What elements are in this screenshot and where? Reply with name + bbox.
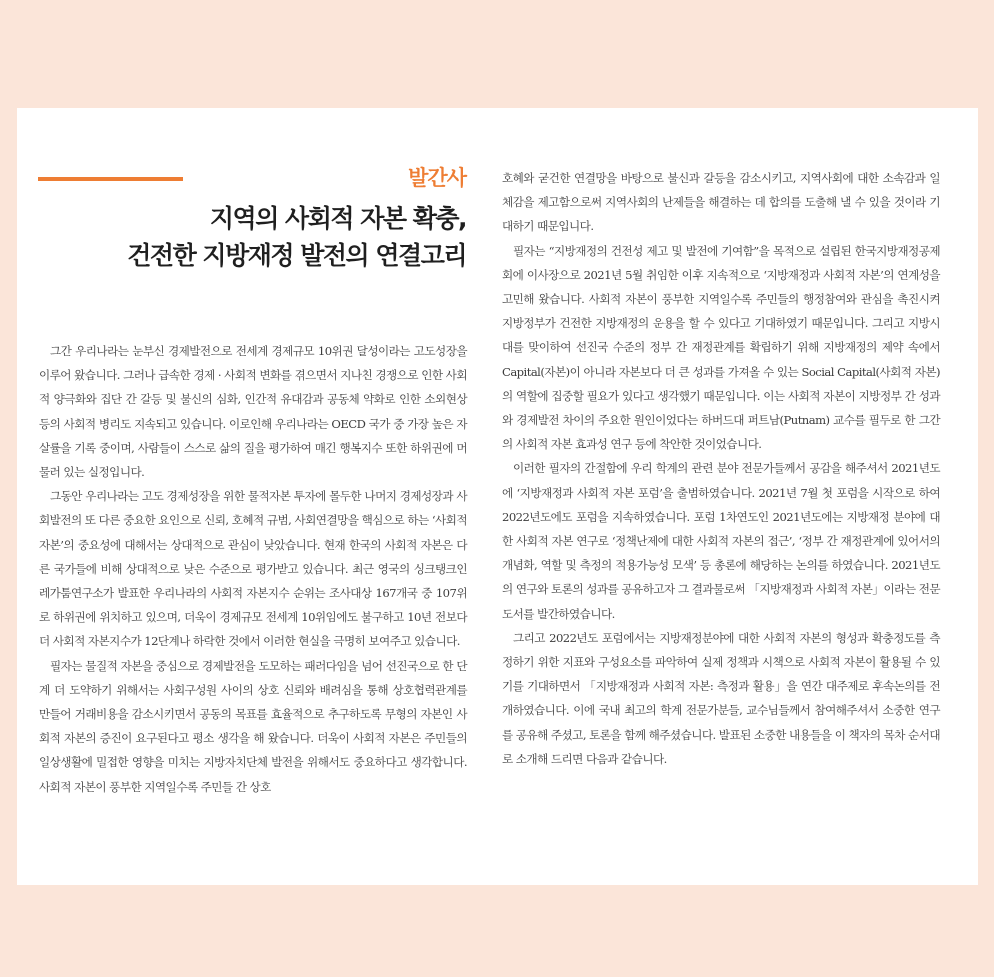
document-page [17,108,978,885]
page-title [46,200,466,274]
title-line-1: 지역의 사회적 자본 확충, [209,204,466,233]
paragraph: 이러한 필자의 간절함에 우리 학계의 관련 분야 전문가들께서 공감을 해주셔서 2021년도에 ‘지방재정과 사회적 자본 포럼’을 출범하였습니다. 2021년 7월 첫 포럼을 시작으로 하여 2022년도에도 포럼을 지속하였습니다. 포럼 1차연도인 2021년도에는 지방재정 분야에 대한 사회적 자본 연구로 ‘정책난제에 대한 사회적 자본의 접근’, ‘정부 간 재정관계에 있어서의 개념화, 역할 및 측정의 적용가능성 모색’ 등 총론에 해당하는 논의를 하였습니다. 2021년도의 연구와 토론의 성과를 공유하고자 그 결과물로써 「지방재정과 사회적 자본」이라는 전문도서를 발간하였습니다. [502,461,941,621]
paragraph: 그리고 2022년도 포럼에서는 지방재정분야에 대한 사회적 자본의 형성과 확충정도를 측정하기 위한 지표와 구성요소를 파악하여 실제 정책과 시책으로 사회적 자본이 활용될 수 있기를 기대하면서 「지방재정과 사회적 자본: 측정과 활용」을 연간 대주제로 후속논의를 전개하였습니다. 이에 국내 최고의 학계 전문가분들, 교수님들께서 참여해주셔서 소중한 연구를 공유해 주셨고, 토론을 함께 해주셨습니다. 발표된 소중한 내용들을 이 책자의 목차 순서대로 소개해 드리면 다음과 같습니다. [502,630,940,766]
title-line-2: 건전한 지방재정 발전의 연결고리 [127,241,466,270]
paragraph: 필자는 “지방재정의 건전성 제고 및 발전에 기여함”을 목적으로 설립된 한국지방재정공제회에 이사장으로 2021년 5월 취임한 이후 지속적으로 ‘지방재정과 사회적 자본’의 연계성을 고민해 왔습니다. 사회적 자본이 풍부한 지역일수록 주민들의 행정참여와 관심을 촉진시켜 지방정부가 건전한 지방재정의 운용을 할 수 있다고 기대하였기 때문입니다. 그리고 지방시대를 맞이하여 선진국 수준의 정부 간 재정관계를 확립하기 위해 지방재정의 제약 속에서 Capital(자본)이 아니라 자본보다 더 큰 성과를 가져올 수 있는 Social Capital(사회적 자본)의 역할에 집중할 필요가 있다고 생각했기 때문입니다. 이는 사회적 자본이 지방정부 간 성과와 경제발전 차이의 주요한 원인이었다는 하버드대 퍼트남(Putnam) 교수를 필두로 한 그간의 사회적 자본 효과성 연구 등에 착안한 것이었습니다. [502,243,940,452]
section-label: 발간사 [408,166,466,190]
body-column-right [502,166,940,771]
paragraph-continued: 호혜와 굳건한 연결망을 바탕으로 불신과 갈등을 감소시키고, 지역사회에 대한 소속감과 일체감을 제고함으로써 지역사회의 난제들을 해결하는 데 합의를 도출해 낼 수 있을 것이라 기대하기 때문입니다. [502,171,940,234]
body-column-left [39,339,467,799]
paragraph: 필자는 물질적 자본을 중심으로 경제발전을 도모하는 패러다임을 넘어 선진국으로 한 단계 더 도약하기 위해서는 사회구성원 사이의 상호 신뢰와 배려심을 통해 상호협력관계를 만들어 거래비용을 감소시키면서 공동의 목표를 효율적으로 추구하도록 무형의 자본인 사회적 자본의 증진이 요구된다고 평소 생각을 해 왔습니다. 더욱이 사회적 자본은 주민들의 일상생활에 밀접한 영향을 미치는 지방자치단체 발전을 위해서도 중요하다고 생각합니다. 사회적 자본이 풍부한 지역일수록 주민들 간 상호 [39,658,467,794]
paragraph: 그간 우리나라는 눈부신 경제발전으로 전세계 경제규모 10위권 달성이라는 고도성장을 이루어 왔습니다. 그러나 급속한 경제 · 사회적 변화를 겪으면서 지나친 경쟁으로 인한 사회적 양극화와 집단 간 갈등 및 불신의 심화, 인간적 유대감과 공동체 약화로 인한 소외현상 등의 사회적 병리도 지속되고 있습니다. 이로인해 우리나라는 OECD 국가 중 가장 높은 자살률을 기록 중이며, 사람들이 스스로 삶의 질을 평가하여 매긴 행복지수 또한 하위권에 머물러 있는 실정입니다. [39,344,467,480]
accent-rule [38,177,183,181]
paragraph: 그동안 우리나라는 고도 경제성장을 위한 물적자본 투자에 몰두한 나머지 경제성장과 사회발전의 또 다른 중요한 요인으로 신뢰, 호혜적 규범, 사회연결망을 핵심으로 하는 ‘사회적 자본’의 중요성에 대해서는 상대적으로 관심이 낮았습니다. 현재 한국의 사회적 자본은 다른 국가들에 비해 상대적으로 낮은 수준으로 평가받고 있습니다. 최근 영국의 싱크탱크인 레가툼연구소가 발표한 우리나라의 사회적 자본지수 순위는 조사대상 167개국 중 107위로 하위권에 위치하고 있으며, 더욱이 경제규모 전세계 10위임에도 불구하고 10년 전보다 더 사회적 자본지수가 12단계나 하락한 것에서 이러한 현실을 극명히 보여주고 있습니다. [39,489,467,649]
